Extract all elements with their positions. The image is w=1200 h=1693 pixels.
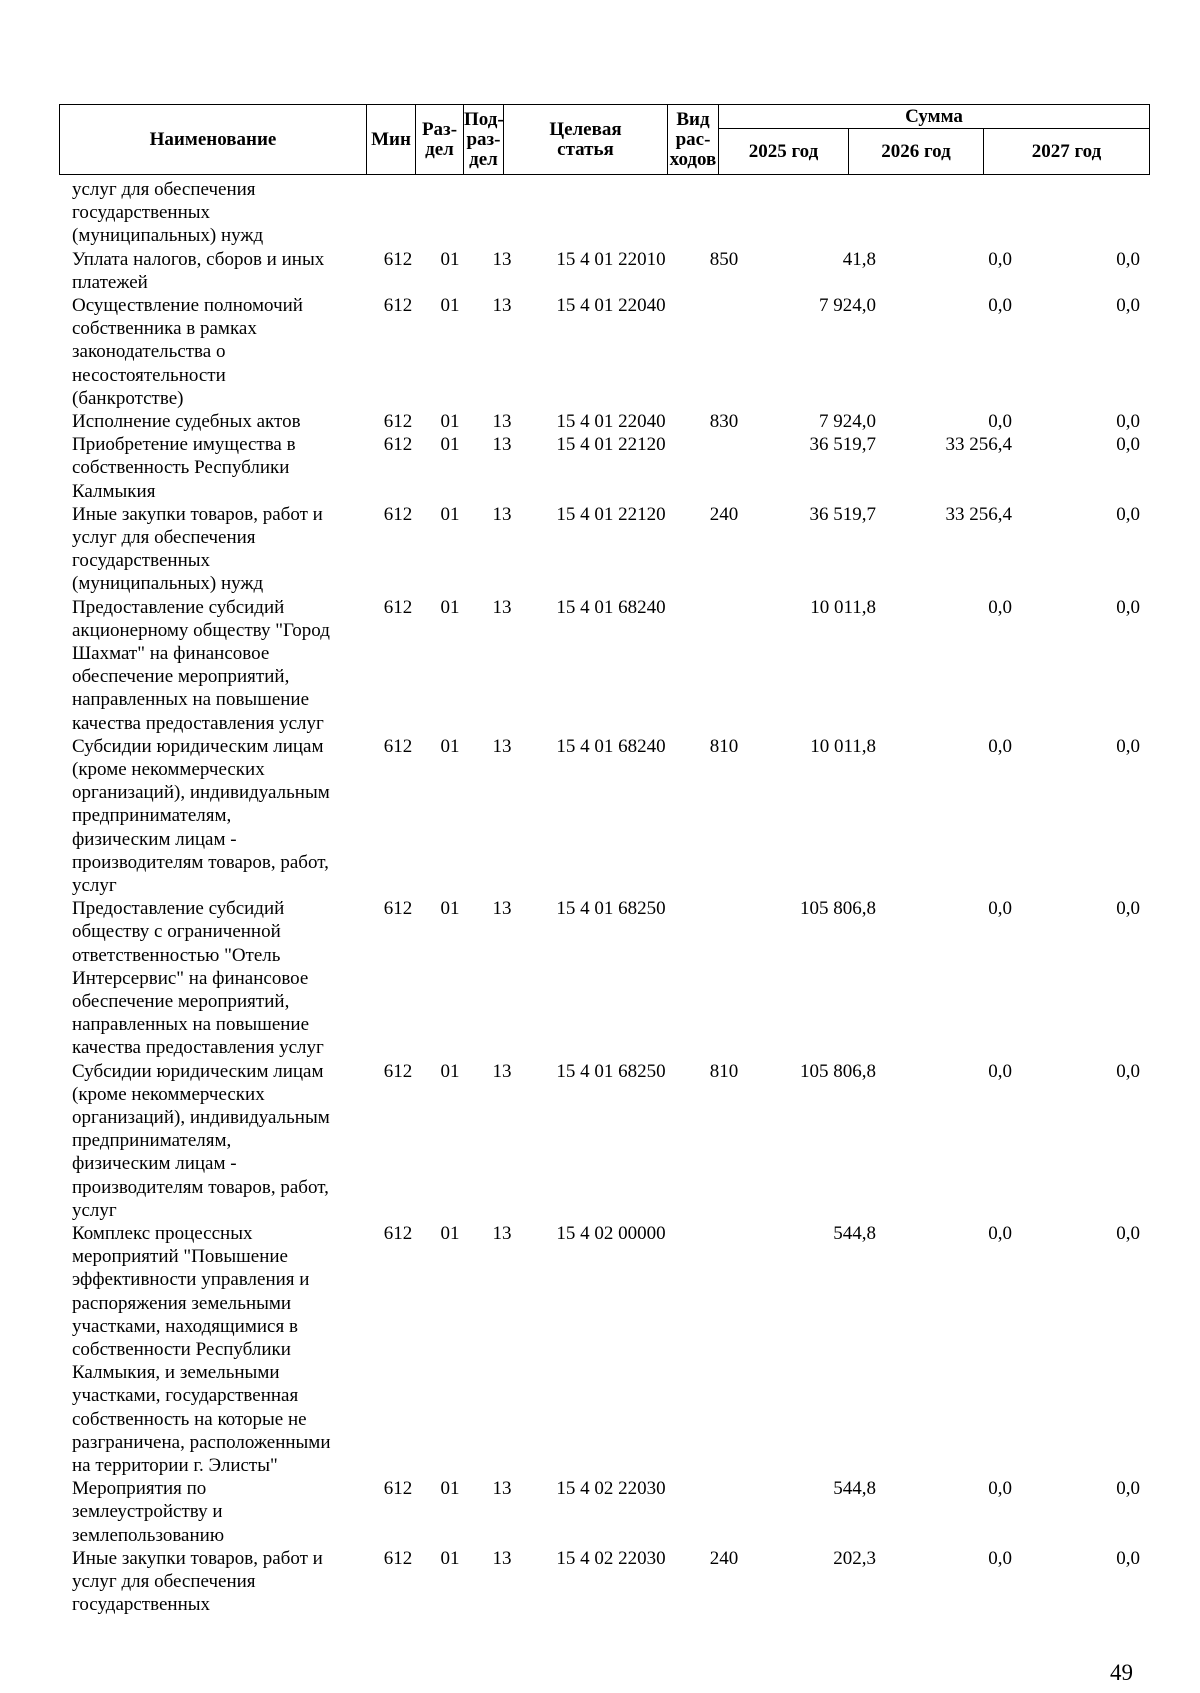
row-name: Предоставление субсидий акционерному обществу "Город Шахмат" на финансовое обеспечение мероприятий, направленных на повышение качества предоставления услуг (72, 596, 330, 734)
row-name: услуг для обеспечения государственных (муниципальных) нужд (72, 179, 264, 247)
row-razdel: 01 (440, 596, 460, 618)
row-min: 612 (383, 295, 413, 316)
row-razdel: 01 (440, 411, 460, 432)
row-sum-2025: 10 011,8 (810, 596, 876, 618)
table-row (0, 294, 1200, 410)
row-sum-2025: 7 924,0 (819, 295, 876, 316)
row-target-article: 15 4 02 00000 (556, 1223, 666, 1244)
row-sum-2026: 0,0 (988, 295, 1012, 316)
table-row (0, 897, 1200, 1059)
row-razdel: 01 (440, 434, 460, 456)
row-min: 612 (383, 411, 413, 432)
row-target-article: 15 4 01 22120 (556, 503, 666, 525)
row-razdel: 01 (440, 1223, 460, 1244)
table-row (0, 503, 1200, 596)
table-row (0, 735, 1200, 897)
row-sum-2025: 7 924,0 (819, 411, 876, 432)
header-summa: Сумма (719, 105, 1150, 129)
header-year-2025: 2025 год (719, 129, 849, 175)
row-sum-2027: 0,0 (1116, 898, 1140, 920)
row-sum-2025: 41,8 (842, 248, 876, 270)
table-row (0, 1547, 1200, 1617)
row-razdel: 01 (440, 735, 460, 757)
row-name: Комплекс процессных мероприятий "Повышение эффективности управления и распоряжения земельными участками, находящимися в собственности Республики Калмыкия, и земельными участками, государственная собственность на которые не разграничена, расположенными на территории г. Элисты" (72, 1223, 331, 1477)
row-target-article: 15 4 01 22040 (556, 411, 666, 432)
row-podrazdel: 13 (492, 295, 512, 316)
table-row (0, 178, 1200, 248)
row-sum-2026: 0,0 (988, 898, 1012, 920)
row-podrazdel: 13 (492, 596, 512, 618)
row-target-article: 15 4 01 68250 (556, 1060, 666, 1082)
row-podrazdel: 13 (492, 1223, 512, 1244)
header-year-2026: 2026 год (849, 129, 984, 175)
row-sum-2027: 0,0 (1116, 295, 1140, 316)
row-sum-2025: 10 011,8 (810, 735, 876, 757)
row-sum-2025: 36 519,7 (809, 503, 876, 525)
row-sum-2026: 0,0 (988, 248, 1012, 270)
row-name: Исполнение судебных актов (72, 411, 301, 432)
row-name: Иные закупки товаров, работ и услуг для обеспечения государственных (72, 1547, 323, 1616)
table-row (0, 433, 1200, 503)
row-razdel: 01 (440, 898, 460, 920)
row-podrazdel: 13 (492, 898, 512, 920)
row-podrazdel: 13 (492, 434, 512, 456)
header-name: Наименование (60, 105, 367, 175)
row-expense-type: 830 (709, 411, 739, 432)
table-row (0, 1060, 1200, 1222)
row-target-article: 15 4 01 68250 (556, 898, 666, 920)
row-expense-type: 810 (709, 1060, 739, 1082)
row-name: Осуществление полномочий собственника в рамках законодательства о несостоятельности (банкротстве) (72, 295, 303, 409)
row-sum-2026: 33 256,4 (945, 503, 1012, 525)
row-min: 612 (383, 735, 413, 757)
page-number: 49 (1110, 1660, 1133, 1685)
table-row (0, 1477, 1200, 1547)
row-name: Субсидии юридическим лицам (кроме некоммерческих организаций), индивидуальным предпринимателям, физическим лицам - производителям товаров, работ, услуг (72, 735, 330, 897)
header-podrazdel: Под- раз- дел (464, 105, 504, 175)
row-target-article: 15 4 02 22030 (556, 1547, 666, 1569)
table-header (59, 104, 1150, 175)
row-target-article: 15 4 01 68240 (556, 596, 666, 618)
table-row (0, 248, 1200, 294)
row-sum-2027: 0,0 (1116, 411, 1140, 432)
header-vid-rashodov: Вид рас- ходов (668, 105, 719, 175)
row-sum-2027: 0,0 (1116, 596, 1140, 618)
row-min: 612 (383, 1223, 413, 1244)
row-sum-2026: 0,0 (988, 1223, 1012, 1244)
table-row (0, 410, 1200, 433)
row-podrazdel: 13 (492, 248, 512, 270)
row-min: 612 (383, 1547, 413, 1569)
row-expense-type: 240 (709, 1547, 739, 1569)
row-min: 612 (383, 1478, 413, 1500)
row-min: 612 (383, 898, 413, 920)
row-sum-2027: 0,0 (1116, 1223, 1140, 1244)
row-sum-2027: 0,0 (1116, 248, 1140, 270)
row-sum-2026: 0,0 (988, 411, 1012, 432)
row-sum-2025: 544,8 (833, 1478, 876, 1500)
row-target-article: 15 4 01 68240 (556, 735, 666, 757)
row-name: Субсидии юридическим лицам (кроме некоммерческих организаций), индивидуальным предпринимателям, физическим лицам - производителям товаров, работ, услуг (72, 1060, 330, 1221)
row-target-article: 15 4 02 22030 (556, 1478, 666, 1500)
header-year-2027: 2027 год (984, 129, 1150, 175)
row-podrazdel: 13 (492, 1478, 512, 1500)
row-sum-2026: 0,0 (988, 1478, 1012, 1500)
row-podrazdel: 13 (492, 1547, 512, 1569)
row-expense-type: 810 (709, 735, 739, 757)
row-razdel: 01 (440, 248, 460, 270)
row-min: 612 (383, 503, 413, 525)
row-name: Мероприятия по землеустройству и землепользованию (72, 1478, 225, 1546)
row-min: 612 (383, 596, 413, 618)
row-sum-2025: 36 519,7 (809, 434, 876, 456)
row-sum-2025: 105 806,8 (800, 898, 876, 920)
row-podrazdel: 13 (492, 1060, 512, 1082)
row-sum-2027: 0,0 (1116, 735, 1140, 757)
row-sum-2026: 0,0 (988, 1547, 1012, 1569)
row-razdel: 01 (440, 1478, 460, 1500)
header-cel-statya: Целевая статья (504, 105, 668, 175)
row-target-article: 15 4 01 22040 (556, 295, 666, 316)
row-sum-2026: 0,0 (988, 1060, 1012, 1082)
row-sum-2025: 202,3 (833, 1547, 876, 1569)
row-name: Приобретение имущества в собственность Республики Калмыкия (72, 434, 296, 502)
row-razdel: 01 (440, 503, 460, 525)
table-row (0, 596, 1200, 735)
row-sum-2025: 544,8 (833, 1223, 876, 1244)
row-sum-2026: 33 256,4 (945, 434, 1012, 456)
row-podrazdel: 13 (492, 411, 512, 432)
row-name: Иные закупки товаров, работ и услуг для обеспечения государственных (муниципальных) нужд (72, 503, 323, 595)
row-sum-2027: 0,0 (1116, 1060, 1140, 1082)
row-expense-type: 850 (709, 248, 739, 270)
row-target-article: 15 4 01 22120 (556, 434, 666, 456)
row-name: Уплата налогов, сборов и иных платежей (72, 248, 325, 293)
row-name: Предоставление субсидий обществу с ограниченной ответственностью "Отель Интерсервис" на финансовое обеспечение мероприятий, направленных на повышение качества предоставления услуг (72, 898, 324, 1059)
row-sum-2027: 0,0 (1116, 1547, 1140, 1569)
table-row (0, 1222, 1200, 1477)
row-razdel: 01 (440, 1547, 460, 1569)
row-podrazdel: 13 (492, 503, 512, 525)
row-podrazdel: 13 (492, 735, 512, 757)
row-razdel: 01 (440, 1060, 460, 1082)
row-sum-2026: 0,0 (988, 735, 1012, 757)
row-sum-2027: 0,0 (1116, 1478, 1140, 1500)
row-min: 612 (383, 434, 413, 456)
header-razdel: Раз- дел (416, 105, 464, 175)
row-min: 612 (383, 1060, 413, 1082)
row-razdel: 01 (440, 295, 460, 316)
row-expense-type: 240 (709, 503, 739, 525)
row-sum-2025: 105 806,8 (800, 1060, 876, 1082)
header-min: Мин (367, 105, 416, 175)
row-sum-2026: 0,0 (988, 596, 1012, 618)
row-target-article: 15 4 01 22010 (556, 248, 666, 270)
row-sum-2027: 0,0 (1116, 434, 1140, 456)
row-sum-2027: 0,0 (1116, 503, 1140, 525)
row-min: 612 (383, 248, 413, 270)
